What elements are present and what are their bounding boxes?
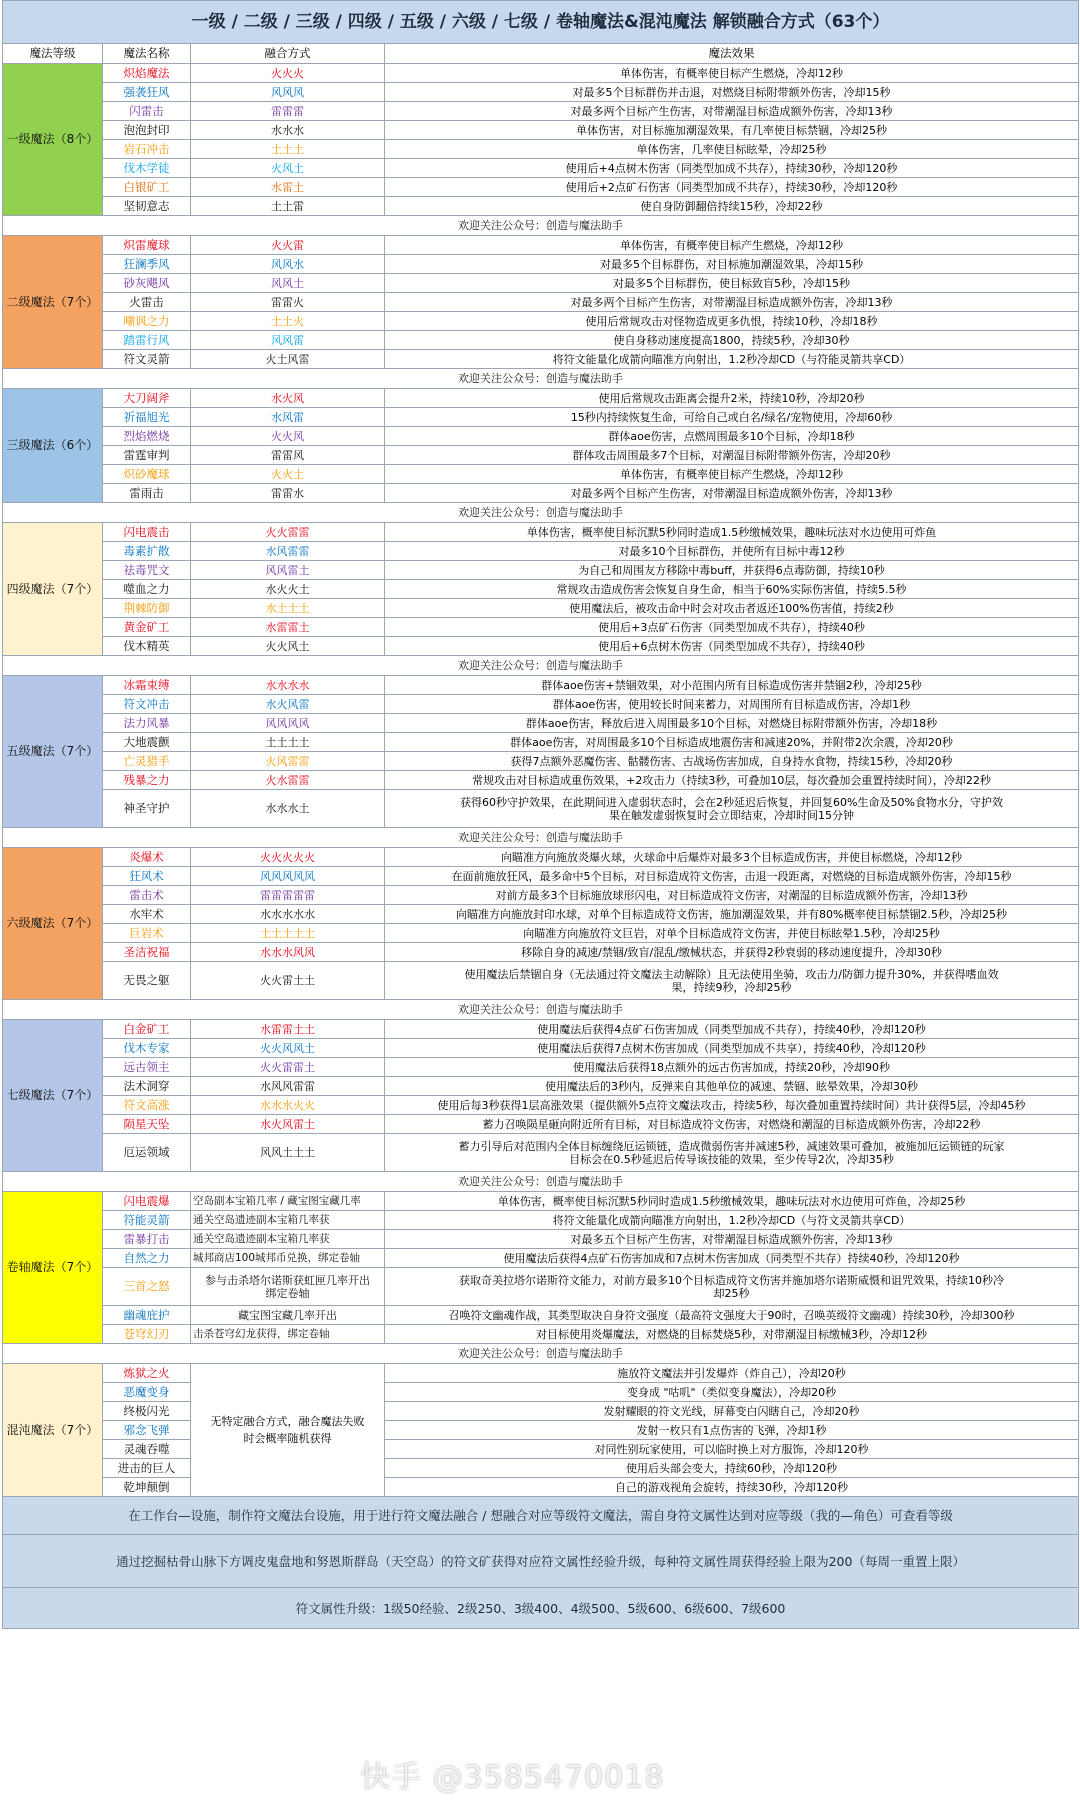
magic-effect: 使用魔法后的3秒内，反弹来自其他单位的减速、禁锢、眩晕效果，冷却30秒 bbox=[385, 1077, 1079, 1096]
magic-effect: 对同性别玩家使用，可以临时换上对方服饰，冷却120秒 bbox=[385, 1440, 1079, 1459]
magic-name: 大刀阔斧 bbox=[103, 389, 191, 408]
table-row bbox=[3, 1115, 1079, 1134]
magic-name: 泡泡封印 bbox=[103, 121, 191, 140]
magic-name: 闪雷击 bbox=[103, 102, 191, 121]
fusion-method: 风风雷土 bbox=[191, 561, 385, 580]
table-row bbox=[3, 618, 1079, 637]
promo-separator: 欢迎关注公众号：创造与魔法助手 bbox=[3, 828, 1079, 848]
fusion-method: 水火风 bbox=[191, 389, 385, 408]
promo-separator: 欢迎关注公众号：创造与魔法助手 bbox=[3, 216, 1079, 236]
table-row bbox=[3, 561, 1079, 580]
magic-effect: 使用魔法后，被攻击命中时会对攻击者返还100%伤害值，持续2秒 bbox=[385, 599, 1079, 618]
table-row bbox=[3, 255, 1079, 274]
table-row bbox=[3, 599, 1079, 618]
fusion-method: 水水水 bbox=[191, 121, 385, 140]
magic-name: 伐木专家 bbox=[103, 1039, 191, 1058]
magic-name: 水牢术 bbox=[103, 905, 191, 924]
magic-name: 幽魂庇护 bbox=[103, 1306, 191, 1325]
magic-effect: 使用魔法后获得4点矿石伤害加成和7点树木伤害加成（同类型不共存）持续40秒，冷却120秒 bbox=[385, 1249, 1079, 1268]
separator-row bbox=[3, 369, 1079, 389]
table-row bbox=[3, 484, 1079, 503]
level-cell: 三级魔法（6个） bbox=[3, 389, 103, 503]
magic-name: 祈福旭光 bbox=[103, 408, 191, 427]
fusion-method: 空岛副本宝箱几率 / 藏宝图宝藏几率 bbox=[191, 1192, 385, 1211]
level-cell: 七级魔法（7个） bbox=[3, 1020, 103, 1172]
footer-note: 通过挖掘枯骨山脉下方调皮鬼盘地和努恩斯群岛（天空岛）的符文矿获得对应符文属性经验升级，每种符文属性周获得经验上限为200（每周一重置上限） bbox=[3, 1535, 1079, 1588]
sheet-title: 一级 / 二级 / 三级 / 四级 / 五级 / 六级 / 七级 / 卷轴魔法&混沌魔法 解锁融合方式（63个） bbox=[3, 1, 1079, 44]
table-row bbox=[3, 274, 1079, 293]
table-row bbox=[3, 1459, 1079, 1478]
magic-effect: 使用魔法后获得4点矿石伤害加成（同类型加成不共存），持续40秒，冷却120秒 bbox=[385, 1020, 1079, 1039]
table-row bbox=[3, 733, 1079, 752]
magic-name: 毒素扩散 bbox=[103, 542, 191, 561]
fusion-method: 火火雷雷土 bbox=[191, 1058, 385, 1077]
magic-effect: 群体aoe伤害+禁锢效果，对小范围内所有目标造成伤害并禁锢2秒，冷却25秒 bbox=[385, 676, 1079, 695]
fusion-method: 水火风雷 bbox=[191, 695, 385, 714]
fusion-method: 火风土 bbox=[191, 159, 385, 178]
magic-effect: 获得7点额外恶魔伤害、骷髅伤害、古战场伤害加成，自身持水食物，持续15秒，冷却20秒 bbox=[385, 752, 1079, 771]
level-cell: 二级魔法（7个） bbox=[3, 236, 103, 369]
watermark: 快手 @3585470018 bbox=[360, 1760, 665, 1795]
magic-effect: 使用魔法后获得18点额外的远古伤害加成，持续20秒，冷却90秒 bbox=[385, 1058, 1079, 1077]
fusion-method: 风风风 bbox=[191, 83, 385, 102]
magic-effect: 使用后每3秒获得1层高涨效果（提供额外5点符文魔法攻击，持续5秒，每次叠加重置持续时间）共计获得5层，冷却45秒 bbox=[385, 1096, 1079, 1115]
magic-name: 终极闪光 bbox=[103, 1402, 191, 1421]
promo-separator: 欢迎关注公众号：创造与魔法助手 bbox=[3, 1344, 1079, 1364]
fusion-method: 水火火土 bbox=[191, 580, 385, 599]
magic-name: 闪电震爆 bbox=[103, 1192, 191, 1211]
fusion-method: 水水水风风 bbox=[191, 943, 385, 962]
magic-name: 白银矿工 bbox=[103, 178, 191, 197]
magic-effect: 使自身移动速度提高1800，持续5秒，冷却30秒 bbox=[385, 331, 1079, 350]
table-row bbox=[3, 523, 1079, 542]
fusion-method: 水水水土 bbox=[191, 790, 385, 828]
magic-name: 炽砂魔球 bbox=[103, 465, 191, 484]
table-row bbox=[3, 1421, 1079, 1440]
fusion-method: 通关空岛遗迹副本宝箱几率获 bbox=[191, 1230, 385, 1249]
separator-row bbox=[3, 656, 1079, 676]
magic-effect: 对目标使用炎爆魔法，对燃烧的目标焚烧5秒，对带潮湿目标缴械3秒，冷却12秒 bbox=[385, 1325, 1079, 1344]
fusion-method: 火水雷雷 bbox=[191, 771, 385, 790]
fusion-method: 火火风风土 bbox=[191, 1039, 385, 1058]
magic-effect: 对最多5个目标群伤并击退，对燃烧目标附带额外伤害，冷却15秒 bbox=[385, 83, 1079, 102]
magic-name: 嘲讽之力 bbox=[103, 312, 191, 331]
magic-effect: 使用魔法后获得7点树木伤害加成（同类型加成不共享），持续40秒，冷却120秒 bbox=[385, 1039, 1079, 1058]
magic-effect: 单体伤害，有概率使目标产生燃烧，冷却12秒 bbox=[385, 64, 1079, 83]
magic-name: 黄金矿工 bbox=[103, 618, 191, 637]
magic-effect: 单体伤害，几率使目标眩晕，冷却25秒 bbox=[385, 140, 1079, 159]
table-row bbox=[3, 1249, 1079, 1268]
magic-effect: 群体攻击周围最多7个目标，对潮湿目标附带额外伤害，冷却20秒 bbox=[385, 446, 1079, 465]
table-row bbox=[3, 542, 1079, 561]
magic-name: 雷霆审判 bbox=[103, 446, 191, 465]
fusion-method: 风风土 bbox=[191, 274, 385, 293]
magic-effect: 在面前施放狂风，最多命中5个目标，对目标造成符文伤害，击退一段距离，对燃烧的目标造成额外伤害，冷却15秒 bbox=[385, 867, 1079, 886]
table-row bbox=[3, 1077, 1079, 1096]
magic-name: 雷击术 bbox=[103, 886, 191, 905]
magic-name: 大地震颤 bbox=[103, 733, 191, 752]
magic-name: 神圣守护 bbox=[103, 790, 191, 828]
fusion-method: 土土土土 bbox=[191, 733, 385, 752]
table-row bbox=[3, 1020, 1079, 1039]
table-row bbox=[3, 752, 1079, 771]
table-row bbox=[3, 1230, 1079, 1249]
fusion-method: 水雷土 bbox=[191, 178, 385, 197]
table-row bbox=[3, 1325, 1079, 1344]
footer-row bbox=[3, 1588, 1079, 1629]
magic-effect: 发射一枚只有1点伤害的飞弹，冷却1秒 bbox=[385, 1421, 1079, 1440]
magic-effect: 变身成 "咕叽"（类似变身魔法），冷却20秒 bbox=[385, 1383, 1079, 1402]
magic-effect: 单体伤害，概率使目标沉默5秒同时造成1.5秒缴械效果，趣味玩法对水边使用可炸鱼，冷却25秒 bbox=[385, 1192, 1079, 1211]
magic-effect: 蓄力召唤陨星砸向附近所有目标，对目标造成符文伤害，对燃烧和潮湿的目标造成额外伤害，冷却22秒 bbox=[385, 1115, 1079, 1134]
magic-name: 法力风暴 bbox=[103, 714, 191, 733]
magic-effect: 单体伤害，有概率使目标产生燃烧，冷却12秒 bbox=[385, 465, 1079, 484]
fusion-method: 水雷雷土土 bbox=[191, 1020, 385, 1039]
fusion-method: 雷雷风 bbox=[191, 446, 385, 465]
promo-separator: 欢迎关注公众号：创造与魔法助手 bbox=[3, 1172, 1079, 1192]
magic-name: 冰霜束缚 bbox=[103, 676, 191, 695]
magic-effect: 群体aoe伤害，点燃周围最多10个目标，冷却18秒 bbox=[385, 427, 1079, 446]
level-cell: 一级魔法（8个） bbox=[3, 64, 103, 216]
table-row bbox=[3, 1306, 1079, 1325]
magic-name: 炼狱之火 bbox=[103, 1364, 191, 1383]
fusion-method: 火火风 bbox=[191, 427, 385, 446]
fusion-table bbox=[2, 0, 1079, 1629]
magic-effect: 向瞄准方向施放炎爆火球，火球命中后爆炸对最多3个目标造成伤害，并使目标燃烧，冷却12秒 bbox=[385, 848, 1079, 867]
fusion-method: 风风雷 bbox=[191, 331, 385, 350]
header-fusion: 融合方式 bbox=[191, 44, 385, 64]
magic-name: 火雷击 bbox=[103, 293, 191, 312]
table-row bbox=[3, 331, 1079, 350]
magic-name: 邪念飞弹 bbox=[103, 1421, 191, 1440]
magic-effect: 使用后+2点矿石伤害（同类型加成不共存），持续30秒，冷却120秒 bbox=[385, 178, 1079, 197]
magic-effect: 发射耀眼的符文光线，屏幕变白闪瞎自己，冷却20秒 bbox=[385, 1402, 1079, 1421]
magic-effect: 获得60秒守护效果，在此期间进入虚弱状态时，会在2秒延迟后恢复，并回复60%生命及50%食物水分，守护效果在触发虚弱恢复时会立即结束，冷却时间15分钟 bbox=[385, 790, 1079, 828]
magic-effect: 对最多5个目标群伤，使目标致盲5秒，冷却15秒 bbox=[385, 274, 1079, 293]
fusion-method: 土土火 bbox=[191, 312, 385, 331]
magic-name: 进击的巨人 bbox=[103, 1459, 191, 1478]
table-row bbox=[3, 178, 1079, 197]
table-row bbox=[3, 1134, 1079, 1172]
magic-effect: 使用后常规攻击距离会提升2米，持续10秒，冷却20秒 bbox=[385, 389, 1079, 408]
fusion-method: 火火火 bbox=[191, 64, 385, 83]
magic-effect: 召唤符文幽魂作战，其类型取决自身符文强度（最高符文强度大于90时，召唤英级符文幽魂）持续30秒，冷却300秒 bbox=[385, 1306, 1079, 1325]
separator-row bbox=[3, 503, 1079, 523]
fusion-method: 火火雷土土 bbox=[191, 962, 385, 1000]
magic-effect: 常规攻击造成伤害会恢复自身生命，相当于60%实际伤害值，持续5.5秒 bbox=[385, 580, 1079, 599]
table-row bbox=[3, 465, 1079, 484]
table-row bbox=[3, 676, 1079, 695]
magic-name: 远古领主 bbox=[103, 1058, 191, 1077]
magic-effect: 对前方最多3个目标施放球形闪电，对目标造成符文伤害，对潮湿的目标造成额外伤害，冷却13秒 bbox=[385, 886, 1079, 905]
fusion-method: 参与击杀塔尔诺斯获虹匣几率开出绑定卷轴 bbox=[191, 1268, 385, 1306]
magic-name: 符文冲击 bbox=[103, 695, 191, 714]
separator-row bbox=[3, 216, 1079, 236]
magic-name: 炽焰魔法 bbox=[103, 64, 191, 83]
magic-name: 符文高涨 bbox=[103, 1096, 191, 1115]
magic-name: 陨星天坠 bbox=[103, 1115, 191, 1134]
fusion-method: 无特定融合方式，融合魔法失败时会概率随机获得 bbox=[191, 1364, 385, 1497]
table-row bbox=[3, 848, 1079, 867]
magic-effect: 将符文能量化成箭向瞄准方向射出，1.2秒冷却CD（与符文灵箭共享CD） bbox=[385, 1211, 1079, 1230]
fusion-method: 水水水水 bbox=[191, 676, 385, 695]
magic-name: 烈焰燃烧 bbox=[103, 427, 191, 446]
table-row bbox=[3, 714, 1079, 733]
fusion-method: 雷雷雷雷雷 bbox=[191, 886, 385, 905]
table-row bbox=[3, 1364, 1079, 1383]
level-cell: 六级魔法（7个） bbox=[3, 848, 103, 1000]
magic-name: 伐木精英 bbox=[103, 637, 191, 656]
table-row bbox=[3, 1096, 1079, 1115]
magic-name: 圣洁祝福 bbox=[103, 943, 191, 962]
table-row bbox=[3, 637, 1079, 656]
magic-name: 无畏之躯 bbox=[103, 962, 191, 1000]
separator-row bbox=[3, 1344, 1079, 1364]
footer-row bbox=[3, 1535, 1079, 1588]
table-row bbox=[3, 159, 1079, 178]
table-row bbox=[3, 427, 1079, 446]
level-cell: 卷轴魔法（7个） bbox=[3, 1192, 103, 1344]
separator-row bbox=[3, 1000, 1079, 1020]
fusion-method: 风风风风风 bbox=[191, 867, 385, 886]
fusion-method: 土土土 bbox=[191, 140, 385, 159]
table-row bbox=[3, 1478, 1079, 1497]
table-row bbox=[3, 1440, 1079, 1459]
table-row bbox=[3, 1402, 1079, 1421]
magic-name: 雷雨击 bbox=[103, 484, 191, 503]
level-cell: 五级魔法（7个） bbox=[3, 676, 103, 828]
magic-name: 炎爆术 bbox=[103, 848, 191, 867]
magic-effect: 群体aoe伤害，使用较长时间来蓄力，对周围所有目标造成伤害，冷却1秒 bbox=[385, 695, 1079, 714]
magic-effect: 施放符文魔法并引发爆炸（炸自己），冷却20秒 bbox=[385, 1364, 1079, 1383]
level-cell: 四级魔法（7个） bbox=[3, 523, 103, 656]
magic-effect: 将符文能量化成箭向瞄准方向射出，1.2秒冷却CD（与符能灵箭共享CD） bbox=[385, 350, 1079, 369]
magic-effect: 对最多两个目标产生伤害，对带潮湿目标造成额外伤害，冷却13秒 bbox=[385, 484, 1079, 503]
fusion-method: 火火火火火 bbox=[191, 848, 385, 867]
table-row bbox=[3, 389, 1079, 408]
magic-effect: 蓄力引导后对范围内全体目标缠绕厄运锁链，造成微弱伤害并减速5秒，减速效果可叠加，被施加厄运锁链的玩家目标会在0.5秒延迟后传导该技能的效果，至少传导2次，冷却35秒 bbox=[385, 1134, 1079, 1172]
magic-name: 巨岩术 bbox=[103, 924, 191, 943]
magic-effect: 向瞄准方向施放符文巨岩，对单个目标造成符文伤害，并使目标眩晕1.5秒，冷却25秒 bbox=[385, 924, 1079, 943]
header-effect: 魔法效果 bbox=[385, 44, 1079, 64]
table-row bbox=[3, 408, 1079, 427]
magic-effect: 单体伤害，对目标施加潮湿效果，有几率使目标禁锢，冷却25秒 bbox=[385, 121, 1079, 140]
fusion-method: 雷雷水 bbox=[191, 484, 385, 503]
magic-name: 残暴之力 bbox=[103, 771, 191, 790]
table-row bbox=[3, 121, 1079, 140]
magic-effect: 对最多五个目标产生伤害，对带潮湿目标造成额外伤害，冷却13秒 bbox=[385, 1230, 1079, 1249]
magic-effect: 使用魔法后禁锢自身（无法通过符文魔法主动解除）且无法使用坐骑，攻击力/防御力提升30%，并获得嗜血效果，持续9秒，冷却25秒 bbox=[385, 962, 1079, 1000]
magic-effect: 常规攻击对目标造成重伤效果，+2攻击力（持续3秒，可叠加10层，每次叠加会重置持续时间），冷却22秒 bbox=[385, 771, 1079, 790]
fusion-method: 水火风雷土 bbox=[191, 1115, 385, 1134]
fusion-method: 火火土 bbox=[191, 465, 385, 484]
table-row bbox=[3, 1268, 1079, 1306]
fusion-method: 风风风风 bbox=[191, 714, 385, 733]
table-row bbox=[3, 1211, 1079, 1230]
magic-name: 强袭狂风 bbox=[103, 83, 191, 102]
level-cell: 混沌魔法（7个） bbox=[3, 1364, 103, 1497]
fusion-method: 雷雷火 bbox=[191, 293, 385, 312]
table-row bbox=[3, 771, 1079, 790]
table-row bbox=[3, 1383, 1079, 1402]
table-row bbox=[3, 943, 1079, 962]
header-row bbox=[3, 44, 1079, 64]
separator-row bbox=[3, 828, 1079, 848]
magic-name: 噬血之力 bbox=[103, 580, 191, 599]
footer-note: 在工作台—设施，制作符文魔法台设施，用于进行符文魔法融合 / 想融合对应等级符文魔法，需自身符文属性达到对应等级（我的—角色）可查看等级 bbox=[3, 1497, 1079, 1535]
fusion-method: 火风雷雷 bbox=[191, 752, 385, 771]
magic-name: 符能灵箭 bbox=[103, 1211, 191, 1230]
table-row bbox=[3, 197, 1079, 216]
magic-name: 乾坤颠倒 bbox=[103, 1478, 191, 1497]
fusion-method: 城邦商店100城邦币兑换，绑定卷轴 bbox=[191, 1249, 385, 1268]
magic-effect: 使用后+3点矿石伤害（同类型加成不共存），持续40秒 bbox=[385, 618, 1079, 637]
fusion-method: 藏宝图宝藏几率开出 bbox=[191, 1306, 385, 1325]
fusion-method: 水水水火火 bbox=[191, 1096, 385, 1115]
magic-name: 岩石冲击 bbox=[103, 140, 191, 159]
magic-effect: 使用后常规攻击对怪物造成更多仇恨，持续10秒，冷却18秒 bbox=[385, 312, 1079, 331]
magic-name: 恶魔变身 bbox=[103, 1383, 191, 1402]
magic-effect: 对最多10个目标群伤，并使所有目标中毒12秒 bbox=[385, 542, 1079, 561]
table-row bbox=[3, 102, 1079, 121]
fusion-method: 风风水 bbox=[191, 255, 385, 274]
magic-name: 祛毒咒文 bbox=[103, 561, 191, 580]
magic-effect: 群体aoe伤害，对周围最多10个目标造成地震伤害和减速20%，并附带2次余震，冷却20秒 bbox=[385, 733, 1079, 752]
fusion-method: 雷雷雷 bbox=[191, 102, 385, 121]
table-row bbox=[3, 905, 1079, 924]
magic-effect: 15秒内持续恢复生命，可给自己或白名/绿名/宠物使用，冷却60秒 bbox=[385, 408, 1079, 427]
table-row bbox=[3, 293, 1079, 312]
magic-name: 自然之力 bbox=[103, 1249, 191, 1268]
magic-effect: 使用后头部会变大，持续60秒，冷却120秒 bbox=[385, 1459, 1079, 1478]
magic-effect: 为自己和周围友方移除中毒buff，并获得6点毒防御，持续10秒 bbox=[385, 561, 1079, 580]
magic-name: 白金矿工 bbox=[103, 1020, 191, 1039]
table-row bbox=[3, 580, 1079, 599]
promo-separator: 欢迎关注公众号：创造与魔法助手 bbox=[3, 1000, 1079, 1020]
magic-name: 伐木学徒 bbox=[103, 159, 191, 178]
magic-name: 雷暴打击 bbox=[103, 1230, 191, 1249]
table-row bbox=[3, 790, 1079, 828]
magic-name: 狂风术 bbox=[103, 867, 191, 886]
magic-name: 荆棘防御 bbox=[103, 599, 191, 618]
fusion-method: 火火雷雷 bbox=[191, 523, 385, 542]
magic-effect: 自己的游戏视角会旋转，持续30秒，冷却120秒 bbox=[385, 1478, 1079, 1497]
magic-effect: 移除自身的减速/禁锢/致盲/混乱/缴械状态，并获得2秒衰弱的移动速度提升，冷却30秒 bbox=[385, 943, 1079, 962]
magic-effect: 使用后+6点树木伤害（同类型加成不共存），持续40秒 bbox=[385, 637, 1079, 656]
fusion-method: 土土雷 bbox=[191, 197, 385, 216]
fusion-method: 水水水水水 bbox=[191, 905, 385, 924]
table-row bbox=[3, 924, 1079, 943]
table-row bbox=[3, 350, 1079, 369]
magic-name: 闪电震击 bbox=[103, 523, 191, 542]
magic-name: 灵魂吞噬 bbox=[103, 1440, 191, 1459]
table-row bbox=[3, 312, 1079, 331]
separator-row bbox=[3, 1172, 1079, 1192]
magic-effect: 使用后+4点树木伤害（同类型加成不共存），持续30秒，冷却120秒 bbox=[385, 159, 1079, 178]
table-row bbox=[3, 1058, 1079, 1077]
header-level: 魔法等级 bbox=[3, 44, 103, 64]
promo-separator: 欢迎关注公众号：创造与魔法助手 bbox=[3, 656, 1079, 676]
fusion-method: 水风雷 bbox=[191, 408, 385, 427]
table-row bbox=[3, 64, 1079, 83]
magic-effect: 向瞄准方向施放封印水球，对单个目标造成符文伤害，施加潮湿效果，并有80%概率使目标禁锢2.5秒，冷却25秒 bbox=[385, 905, 1079, 924]
magic-name: 踏雷行风 bbox=[103, 331, 191, 350]
table-row bbox=[3, 236, 1079, 255]
table-row bbox=[3, 446, 1079, 465]
table-row bbox=[3, 867, 1079, 886]
table-row bbox=[3, 83, 1079, 102]
table-row bbox=[3, 886, 1079, 905]
table-row bbox=[3, 1039, 1079, 1058]
footer-note: 符文属性升级：1级50经验、2级250、3级400、4级500、5级600、6级600、7级600 bbox=[3, 1588, 1079, 1629]
magic-name: 坚韧意志 bbox=[103, 197, 191, 216]
magic-name: 苍穹幻刃 bbox=[103, 1325, 191, 1344]
magic-name: 狂澜季风 bbox=[103, 255, 191, 274]
header-name: 魔法名称 bbox=[103, 44, 191, 64]
fusion-method: 水风雷雷 bbox=[191, 542, 385, 561]
magic-effect: 获取奇美拉塔尔诺斯符文能力，对前方最多10个目标造成符文伤害并施加塔尔诺斯威慑和诅咒效果，持续10秒冷却25秒 bbox=[385, 1268, 1079, 1306]
fusion-method: 水风风雷雷 bbox=[191, 1077, 385, 1096]
fusion-method: 击杀苍穹幻龙获得，绑定卷轴 bbox=[191, 1325, 385, 1344]
fusion-method: 风风土土土 bbox=[191, 1134, 385, 1172]
fusion-method: 火土风雷 bbox=[191, 350, 385, 369]
magic-name: 法术洞穿 bbox=[103, 1077, 191, 1096]
magic-effect: 使自身防御翻倍持续15秒，冷却22秒 bbox=[385, 197, 1079, 216]
magic-effect: 对最多两个目标产生伤害，对带潮湿目标造成额外伤害，冷却13秒 bbox=[385, 293, 1079, 312]
fusion-method: 水土土土 bbox=[191, 599, 385, 618]
table-row bbox=[3, 140, 1079, 159]
magic-name: 亡灵猎手 bbox=[103, 752, 191, 771]
fusion-method: 通关空岛遗迹副本宝箱几率获 bbox=[191, 1211, 385, 1230]
table-row bbox=[3, 1192, 1079, 1211]
magic-effect: 群体aoe伤害，释放后进入周围最多10个目标，对燃烧目标附带额外伤害，冷却18秒 bbox=[385, 714, 1079, 733]
magic-name: 三首之怒 bbox=[103, 1268, 191, 1306]
magic-name: 炽雷魔球 bbox=[103, 236, 191, 255]
fusion-method: 火火风土 bbox=[191, 637, 385, 656]
magic-name: 符文灵箭 bbox=[103, 350, 191, 369]
magic-name: 厄运领域 bbox=[103, 1134, 191, 1172]
table-row bbox=[3, 962, 1079, 1000]
magic-effect: 对最多5个目标群伤，对目标施加潮湿效果，冷却15秒 bbox=[385, 255, 1079, 274]
magic-effect: 对最多两个目标产生伤害，对带潮湿目标造成额外伤害，冷却13秒 bbox=[385, 102, 1079, 121]
magic-effect: 单体伤害，概率使目标沉默5秒同时造成1.5秒缴械效果，趣味玩法对水边使用可炸鱼 bbox=[385, 523, 1079, 542]
magic-effect: 单体伤害，有概率使目标产生燃烧，冷却12秒 bbox=[385, 236, 1079, 255]
magic-name: 砂灰飓风 bbox=[103, 274, 191, 293]
fusion-method: 水雷雷土 bbox=[191, 618, 385, 637]
table-row bbox=[3, 695, 1079, 714]
promo-separator: 欢迎关注公众号：创造与魔法助手 bbox=[3, 503, 1079, 523]
promo-separator: 欢迎关注公众号：创造与魔法助手 bbox=[3, 369, 1079, 389]
fusion-method: 火火雷 bbox=[191, 236, 385, 255]
fusion-method: 土土土土土 bbox=[191, 924, 385, 943]
footer-row bbox=[3, 1497, 1079, 1535]
